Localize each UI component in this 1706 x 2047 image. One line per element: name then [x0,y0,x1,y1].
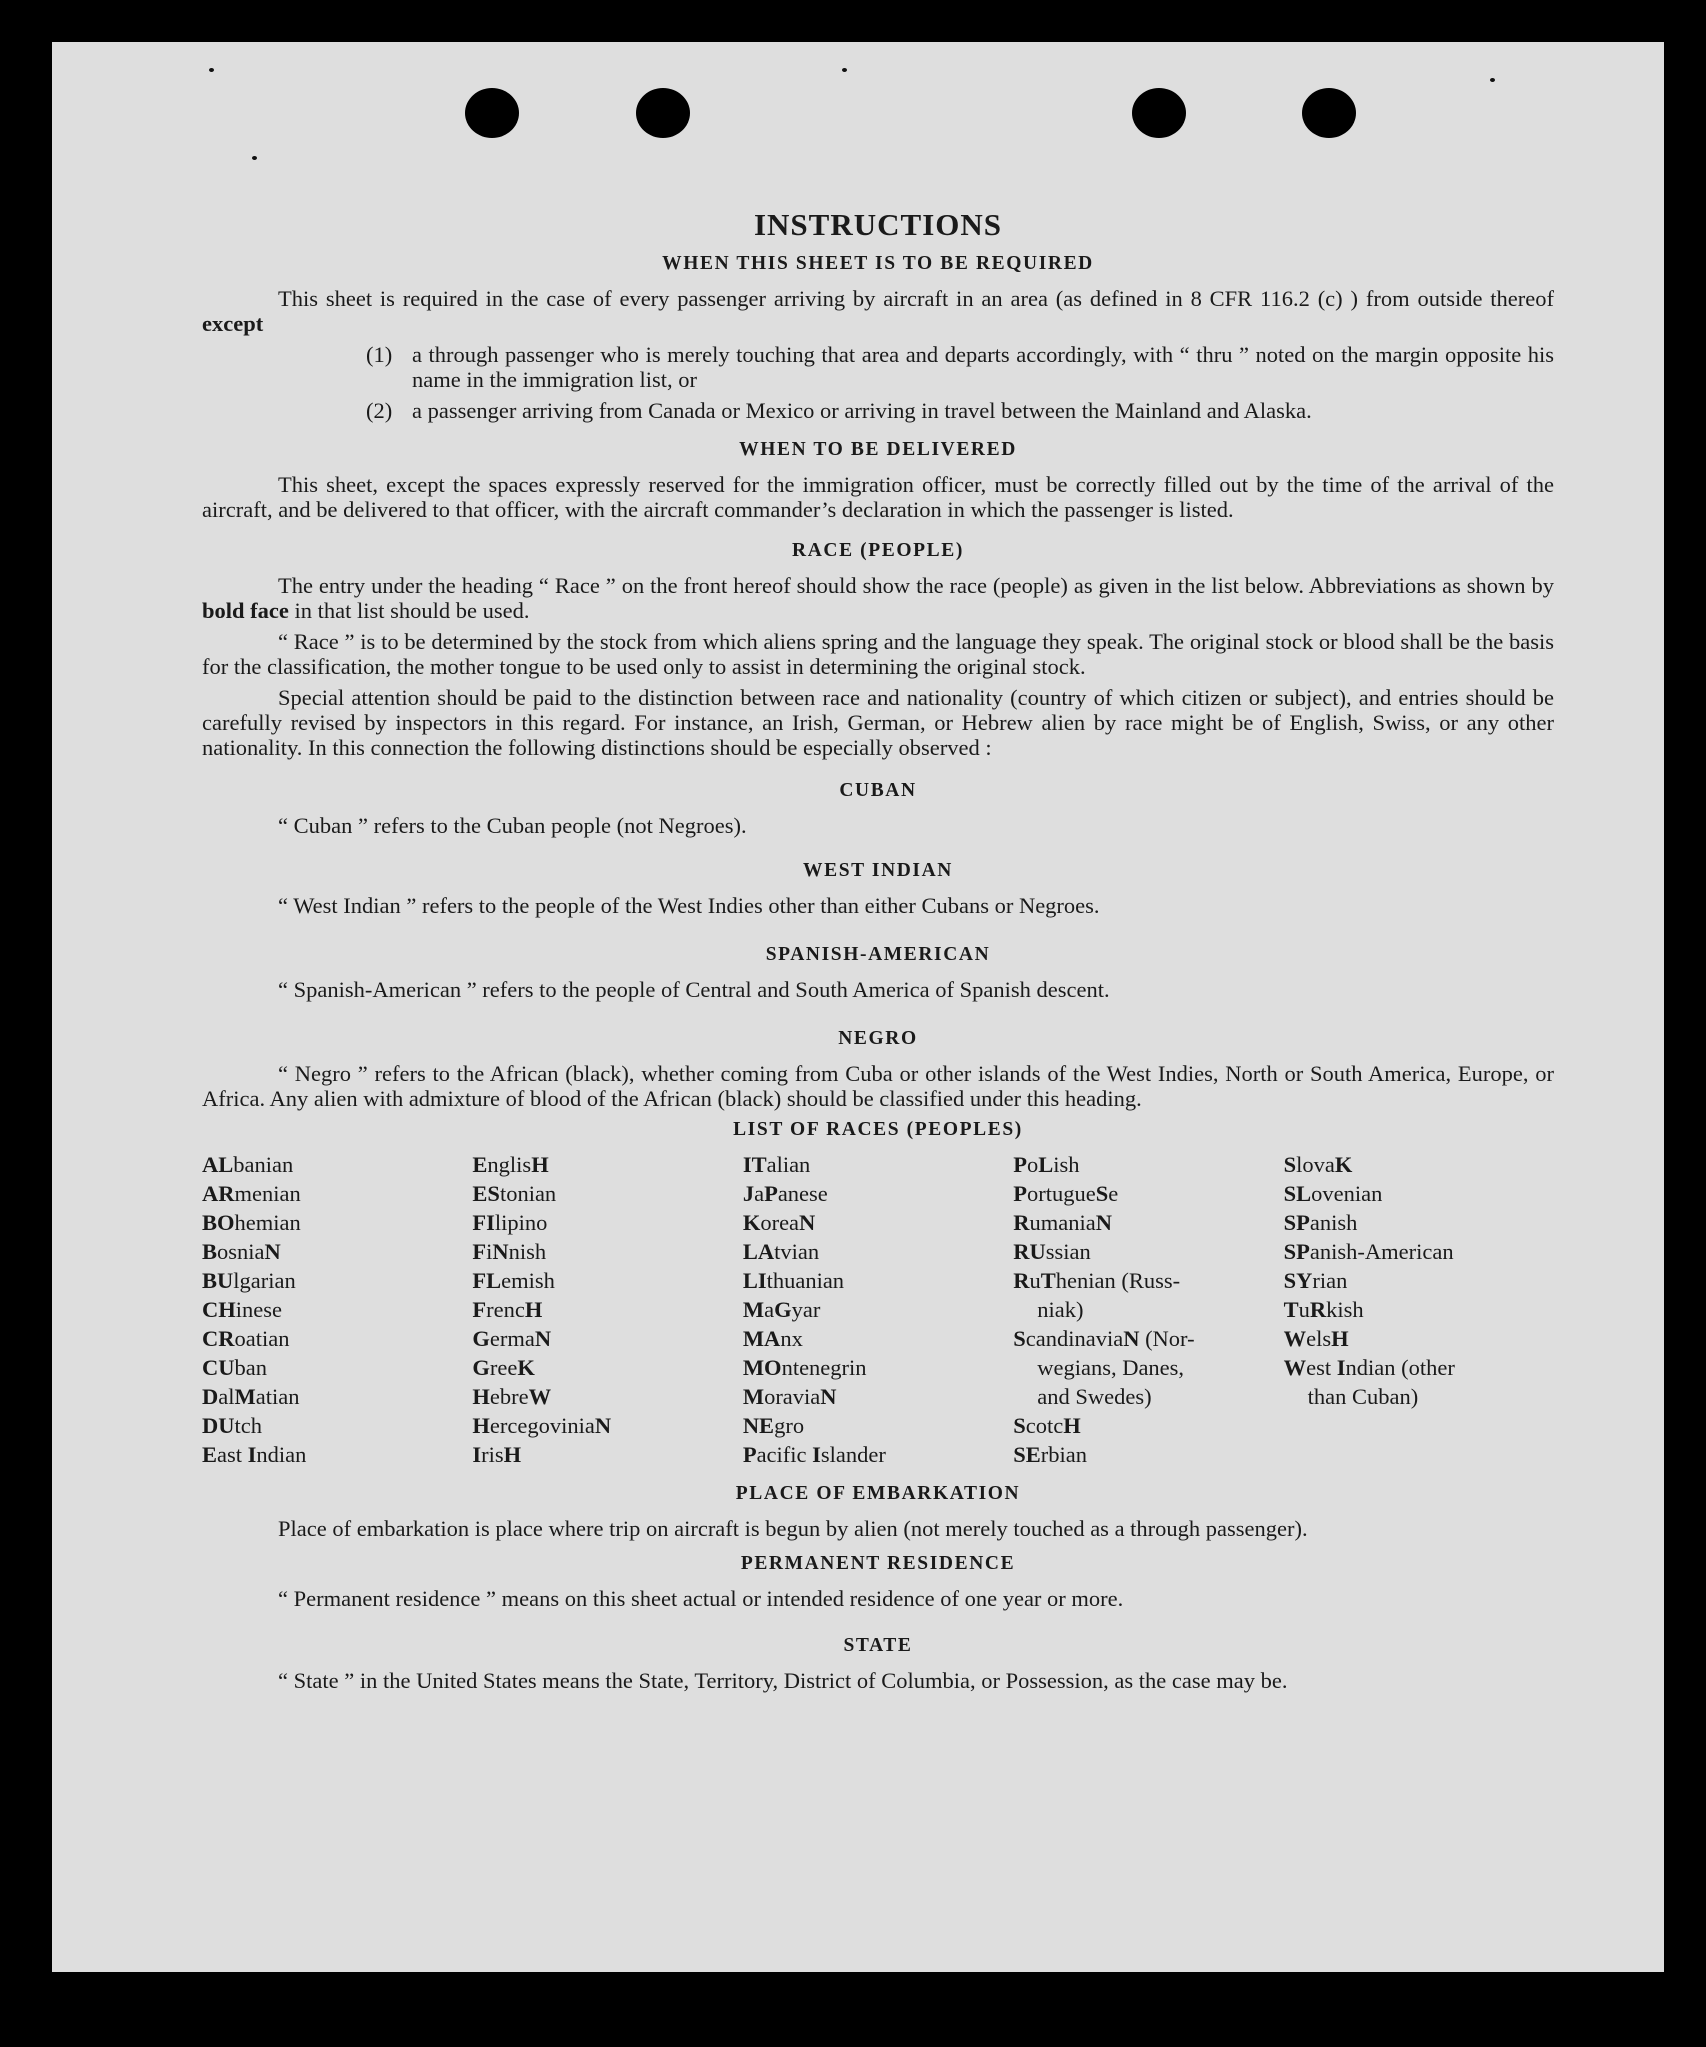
heading-race: RACE (PEOPLE) [792,540,964,561]
race-text: nx [780,1326,803,1351]
race-entry [472,1411,742,1440]
heading-negro: NEGRO [838,1028,918,1049]
race-abbrev: N [594,1413,612,1438]
race-text: osnia [217,1239,265,1264]
race-abbrev: J [742,1181,755,1206]
race-abbrev: H [472,1384,490,1409]
race-text: wegians, Danes, [1037,1355,1185,1380]
race-entry [743,1382,1013,1411]
race-abbrev: H [1063,1413,1081,1438]
race-text: gro [774,1413,805,1438]
race-entry [743,1237,1013,1266]
race-text: yar [791,1297,821,1322]
race-text: umania [1029,1210,1096,1235]
race-entry [1013,1237,1283,1266]
race-text: ebre [489,1384,529,1409]
race-abbrev: T [1040,1268,1056,1293]
race-text: ban [234,1355,267,1380]
race-text: ssian [1045,1239,1091,1264]
race-text: ris [481,1442,504,1467]
embarkation-text: Place of embarkation is place where trip on aircraft is begun by alien (not merely touched as a through passenger). [278,1516,1308,1541]
race-paragraph-1 [202,573,1554,623]
race-text: anish-American [1309,1239,1454,1264]
races-table [202,1150,1554,1469]
race-text: kish [1326,1297,1364,1322]
race-entry [202,1179,472,1208]
race-abbrev: E [202,1442,218,1467]
race-entry [1284,1208,1554,1237]
race-entry [1284,1324,1554,1353]
race-entry [202,1295,472,1324]
race-entry [743,1411,1013,1440]
race-entry [743,1208,1013,1237]
race-entry [472,1179,742,1208]
race-entry [202,1150,472,1179]
list-item-text: a passenger arriving from Canada or Mexico or arriving in travel between the Mainland and Alaska. [412,398,1312,423]
race-entry [472,1382,742,1411]
races-column [743,1150,1013,1469]
race-entry [1013,1208,1283,1237]
race-text: lipino [494,1210,548,1235]
race-abbrev: R [1013,1268,1030,1293]
race-entry [202,1353,472,1382]
race-abbrev: H [472,1413,490,1438]
race-text: lgarian [233,1268,296,1293]
race-abbrev: K [517,1355,535,1380]
race-entry [472,1295,742,1324]
race-abbrev: N [264,1239,281,1264]
race-abbrev: T [1283,1297,1299,1322]
race-abbrev: P [764,1181,778,1206]
race-abbrev: I [1336,1355,1346,1380]
race-entry [472,1353,742,1382]
instructions-content [202,170,1554,1693]
race-abbrev: LI [742,1268,767,1293]
race-abbrev: IT [742,1152,767,1177]
race-entry [743,1353,1013,1382]
race-text: nish [508,1239,547,1264]
race-abbrev: N [534,1326,552,1351]
race-abbrev: S [1013,1413,1026,1438]
race-text: oatian [234,1326,290,1351]
race-text: ndian [256,1442,307,1467]
race-text: nglis [487,1152,532,1177]
race-text: rbian [1040,1442,1087,1467]
race-abbrev: G [472,1355,490,1380]
speck [1490,78,1495,82]
race-entry [1013,1411,1283,1440]
speck [252,156,257,160]
race-text: henian (Russ- [1055,1268,1181,1293]
heading-state: STATE [843,1635,913,1656]
race-paragraph-3: Special attention should be paid to the distinction between race and nationality (country of which citizen or subject), and entries should be carefully revised by inspectors in this regard. For instance, an Irish, German, or Hebrew alien by race might be of English, Swiss, or any other nationality. In this connection the following distinctions should be especially observed : [202,685,1554,760]
race-text: banian [233,1152,294,1177]
race-text: orea [760,1210,800,1235]
race-entry [472,1237,742,1266]
race-text: els [1306,1326,1332,1351]
race-abbrev: SP [1283,1239,1310,1264]
race-entry [743,1150,1013,1179]
race-entry [202,1266,472,1295]
race-abbrev: R [1309,1297,1327,1322]
race-abbrev: H [524,1297,543,1322]
race-entry [202,1382,472,1411]
race-text: ish [1053,1152,1080,1177]
race-entry [202,1237,472,1266]
race-abbrev: S [1095,1181,1109,1206]
race-entry [202,1411,472,1440]
race-abbrev: F [472,1239,487,1264]
race-abbrev: SE [1013,1442,1041,1467]
race-abbrev: MO [742,1355,782,1380]
race-abbrev: I [247,1442,257,1467]
residence-text: “ Permanent residence ” means on this sheet actual or intended residence of one year or more. [278,1586,1124,1611]
heading-cuban: CUBAN [839,780,917,801]
race-abbrev: SP [1283,1210,1310,1235]
race-text: i [486,1239,493,1264]
race-entry [743,1440,1013,1469]
race-entry [1013,1353,1283,1382]
race-p1-text: The entry under the heading “ Race ” on the front hereof should show the race (people) as given in the list below. Abbreviations as shown by [278,573,1554,598]
race-text: acific [756,1442,813,1467]
speck [842,68,847,72]
race-p1-end: in that list should be used. [294,598,530,623]
race-text: al [218,1384,235,1409]
race-abbrev: M [234,1384,256,1409]
race-entry [1284,1382,1554,1411]
race-abbrev: S [1283,1152,1297,1177]
race-entry [202,1440,472,1469]
race-abbrev: R [1013,1210,1030,1235]
race-entry [743,1266,1013,1295]
delivered-text: This sheet, except the spaces expressly reserved for the immigration officer, must be correctly filled out by the time of the arrival of the aircraft, and be delivered to that officer, with the aircraft commander’s declaration in which the passenger is listed. [202,472,1554,522]
race-text: atian [255,1384,300,1409]
race-entry [1284,1179,1554,1208]
punch-hole [1302,88,1356,138]
race-entry [1284,1266,1554,1295]
race-abbrev: N [820,1384,837,1409]
race-abbrev: P [742,1442,757,1467]
race-abbrev: P [1013,1152,1027,1177]
race-text: niak) [1037,1297,1084,1322]
race-text: menian [234,1181,301,1206]
race-text: candinavia [1025,1326,1124,1351]
race-entry [202,1208,472,1237]
race-text: erma [489,1326,535,1351]
race-abbrev: S [1013,1326,1026,1351]
race-entry [202,1324,472,1353]
race-text: anese [777,1181,828,1206]
race-abbrev: NE [742,1413,775,1438]
race-text: emish [501,1268,555,1293]
race-text: lova [1296,1152,1335,1177]
race-text: tch [234,1413,262,1438]
race-text: ntenegrin [781,1355,867,1380]
race-abbrev: I [472,1442,482,1467]
page-title: INSTRUCTIONS [753,207,1002,242]
race-abbrev: CU [202,1355,235,1380]
race-entry [1284,1150,1554,1179]
required-intro-bold: except [202,311,264,336]
race-entry [1284,1295,1554,1324]
race-text: u [1298,1297,1310,1322]
race-text: a [764,1297,775,1322]
race-text: ortugue [1026,1181,1096,1206]
race-abbrev: W [528,1384,552,1409]
race-entry [743,1179,1013,1208]
race-abbrev: BO [202,1210,235,1235]
races-column [1284,1150,1554,1469]
race-text: (Nor- [1139,1326,1195,1351]
race-abbrev: N [799,1210,816,1235]
race-abbrev: AR [202,1181,235,1206]
race-abbrev: G [774,1297,792,1322]
race-text: ndian (other [1345,1355,1455,1380]
negro-text: “ Negro ” refers to the African (black), whether coming from Cuba or other islands of the West Indies, North or South America, Europe, or Africa. Any alien with admixture of blood of the African (black) should be classified under this heading. [202,1061,1554,1111]
race-abbrev: H [531,1152,549,1177]
race-abbrev: SY [1283,1268,1313,1293]
heading-required: WHEN THIS SHEET IS TO BE REQUIRED [662,253,1094,274]
race-abbrev: ES [472,1181,500,1206]
speck [209,68,214,72]
race-entry [1284,1353,1554,1382]
spanish-american-text: “ Spanish-American ” refers to the people of Central and South America of Spanish descent. [278,977,1110,1002]
race-abbrev: FI [472,1210,495,1235]
race-abbrev: D [202,1384,219,1409]
race-paragraph-2: “ Race ” is to be determined by the stock from which aliens spring and the language they speak. The original stock or blood shall be the basis for the classification, the mother tongue to be used only to assist in determining the original stock. [202,629,1554,679]
race-abbrev: FL [472,1268,502,1293]
race-abbrev: W [1283,1326,1307,1351]
race-entry [1013,1324,1283,1353]
race-text: thuanian [766,1268,845,1293]
race-entry [1013,1150,1283,1179]
race-abbrev: LA [742,1239,775,1264]
race-text: ast [217,1442,248,1467]
race-text: u [1029,1268,1041,1293]
heading-delivered: WHEN TO BE DELIVERED [739,439,1017,460]
race-entry [472,1324,742,1353]
race-abbrev: AL [202,1152,234,1177]
race-entry [1013,1382,1283,1411]
race-entry [743,1295,1013,1324]
races-column [472,1150,742,1469]
race-entry [1284,1237,1554,1266]
race-text: a [754,1181,765,1206]
race-abbrev: N [492,1239,509,1264]
punch-hole [465,88,519,138]
race-text: ercegovinia [489,1413,595,1438]
race-abbrev: B [202,1239,218,1264]
race-abbrev: SL [1283,1181,1312,1206]
list-item [366,398,1554,423]
race-text: oravia [764,1384,821,1409]
document-sheet [52,42,1664,1972]
race-abbrev: MA [742,1326,781,1351]
race-entry [1013,1179,1283,1208]
race-entry [472,1150,742,1179]
race-text: renc [486,1297,525,1322]
race-abbrev: M [742,1384,765,1409]
race-abbrev: L [1038,1152,1054,1177]
races-column [1013,1150,1283,1469]
race-text: ovenian [1311,1181,1383,1206]
punch-hole [636,88,690,138]
race-text: rian [1312,1268,1348,1293]
race-abbrev: I [812,1442,821,1467]
race-text: tvian [774,1239,820,1264]
list-item [366,342,1554,392]
race-abbrev: CH [202,1297,236,1322]
race-text: anish [1309,1210,1358,1235]
race-abbrev: K [742,1210,761,1235]
race-text: cotc [1025,1413,1064,1438]
cuban-text: “ Cuban ” refers to the Cuban people (not Negroes). [278,813,747,838]
heading-west-indian: WEST INDIAN [803,860,953,881]
race-abbrev: DU [202,1413,235,1438]
heading-spanish-american: SPANISH-AMERICAN [765,944,991,965]
race-abbrev: H [1331,1326,1349,1351]
race-abbrev: G [472,1326,490,1351]
race-abbrev: N [1123,1326,1140,1351]
race-text: inese [235,1297,282,1322]
race-entry [1013,1440,1283,1469]
race-abbrev: P [1013,1181,1027,1206]
heading-embarkation: PLACE OF EMBARKATION [735,1483,1021,1504]
race-abbrev: CR [202,1326,235,1351]
required-intro [202,286,1554,336]
race-entry [472,1266,742,1295]
race-abbrev: W [1283,1355,1307,1380]
state-text: “ State ” in the United States means the State, Territory, District of Columbia, or Possession, as the case may be. [278,1668,1288,1693]
list-item-number: (1) [366,342,393,367]
race-abbrev: F [472,1297,487,1322]
race-text: slander [820,1442,886,1467]
list-item-number: (2) [366,398,393,423]
race-text: e [1108,1181,1119,1206]
race-abbrev: E [472,1152,488,1177]
race-p1-bold: bold face [202,598,289,623]
races-column [202,1150,472,1469]
race-entry [1013,1295,1283,1324]
race-entry [1013,1266,1283,1295]
race-abbrev: H [503,1442,522,1467]
race-text: and Swedes) [1037,1384,1152,1409]
race-abbrev: N [1095,1210,1112,1235]
race-entry [472,1208,742,1237]
race-text: than Cuban) [1307,1384,1419,1409]
west-indian-text: “ West Indian ” refers to the people of the West Indies other than either Cubans or Negroes. [278,893,1100,918]
race-text: o [1026,1152,1039,1177]
race-abbrev: K [1334,1152,1353,1177]
race-entry [743,1324,1013,1353]
race-abbrev: BU [202,1268,234,1293]
heading-races-list: LIST OF RACES (PEOPLES) [733,1119,1023,1140]
required-intro-text: This sheet is required in the case of every passenger arriving by aircraft in an area (as defined in 8 CFR 116.2 (c) ) from outside thereof [278,286,1554,311]
punch-hole [1132,88,1186,138]
race-text: est [1306,1355,1337,1380]
race-abbrev: M [742,1297,765,1322]
race-entry [472,1440,742,1469]
race-text: alian [766,1152,811,1177]
heading-residence: PERMANENT RESIDENCE [740,1553,1016,1574]
race-abbrev: RU [1013,1239,1046,1264]
race-text: ree [489,1355,518,1380]
race-text: hemian [234,1210,301,1235]
race-text: tonian [499,1181,557,1206]
list-item-text: a through passenger who is merely touching that area and departs accordingly, with “ thru ” noted on the margin opposite his name in the immigration list, or [412,342,1554,392]
